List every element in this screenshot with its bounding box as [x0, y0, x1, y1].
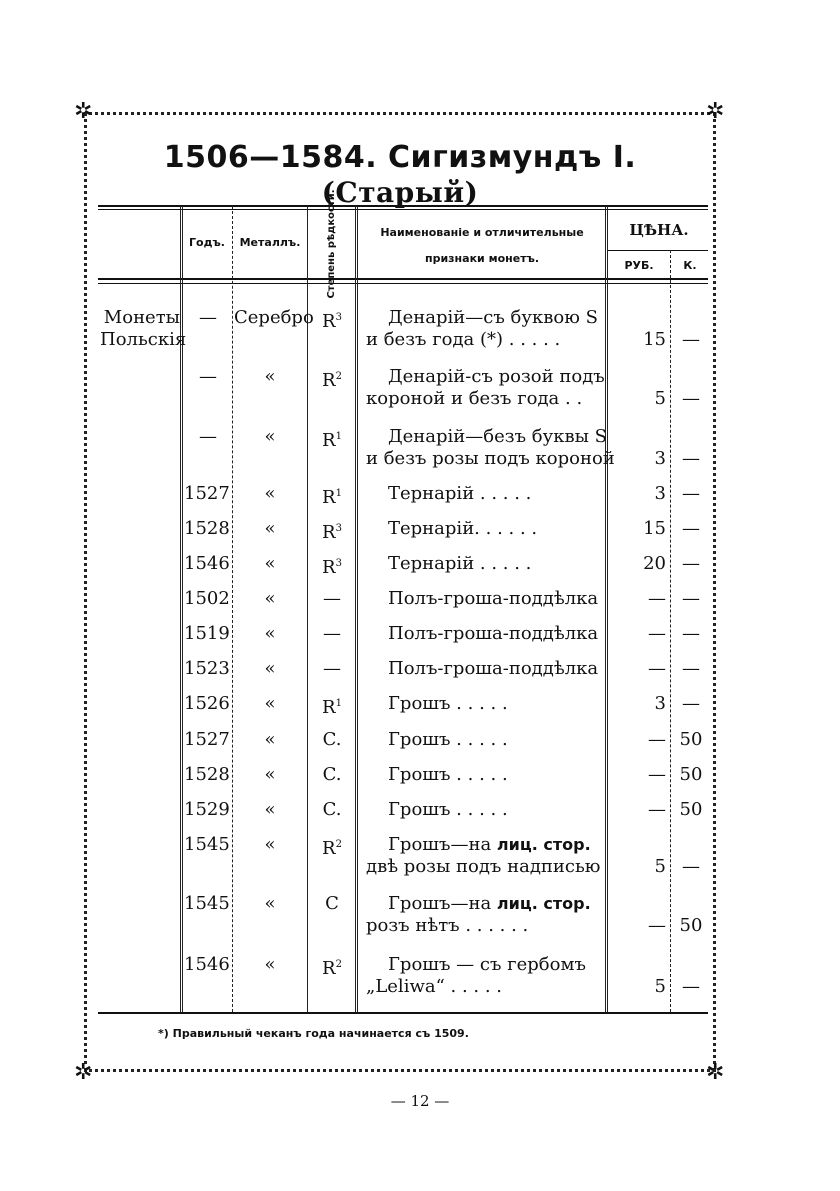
row-rarity-letter: C: [325, 893, 339, 914]
row-name-emphasis: лиц. стор.: [496, 835, 591, 854]
row-rarity-degree: 1: [335, 488, 342, 499]
row-price-rub: 5: [654, 388, 666, 409]
row-rarity: [310, 729, 354, 751]
page-title: [90, 140, 710, 210]
header-rarity: [312, 189, 352, 299]
row-rarity: [310, 553, 354, 579]
row-name-line1: Грошъ . . . . .: [388, 729, 508, 750]
header-name-line2: признаки монетъ.: [424, 252, 540, 265]
row-name-line1: Грошъ . . . . .: [388, 799, 508, 820]
row-name-line1: Тернарій. . . . . .: [388, 518, 538, 539]
row-price-rub: 3: [654, 483, 666, 504]
row-metal: «: [264, 764, 276, 785]
row-price-rub: —: [648, 729, 666, 750]
header-price: ЦѢНА.: [629, 221, 689, 239]
row-rarity: [310, 954, 354, 980]
corner-ornament-icon: ✲: [706, 99, 725, 124]
row-year: 1527: [184, 729, 230, 750]
row-year: 1526: [184, 693, 230, 714]
header-name-line1: Наименованіе и отличительные: [380, 226, 584, 239]
row-name-text: Грошъ—на: [388, 834, 497, 855]
row-price-kop: —: [682, 553, 700, 574]
row-year: 1529: [184, 799, 230, 820]
row-name-line1: Грошъ . . . . .: [388, 764, 508, 785]
row-price-kop: 50: [679, 729, 703, 750]
page-number: — 12 —: [390, 1092, 450, 1110]
row-rarity: [310, 834, 354, 860]
header-bottom-rule: [98, 278, 708, 280]
row-metal: «: [264, 518, 276, 539]
row-metal: «: [264, 729, 276, 750]
row-rarity-letter: C.: [322, 729, 342, 750]
row-price-kop: —: [682, 856, 700, 877]
row-name-line1: Грошъ — съ гербомъ: [388, 954, 586, 975]
row-price-rub: 15: [643, 329, 666, 350]
row-rarity-letter: R: [322, 311, 336, 332]
row-rarity-degree: 3: [335, 523, 342, 534]
row-price-kop: 50: [679, 799, 703, 820]
row-year: 1545: [184, 893, 230, 914]
row-year: 1502: [184, 588, 230, 609]
row-rarity-letter: R: [322, 430, 336, 451]
row-name-line1: Денарій—съ буквою S: [388, 307, 598, 328]
row-price-kop: 50: [679, 915, 703, 936]
row-rarity-letter: —: [323, 588, 341, 609]
row-metal: «: [264, 834, 276, 855]
row-year: —: [199, 366, 217, 387]
title-sub: (Старый): [321, 176, 479, 209]
row-year: 1545: [184, 834, 230, 855]
row-rarity-degree: 3: [335, 558, 342, 569]
row-metal: «: [264, 623, 276, 644]
row-year: —: [199, 426, 217, 447]
price-subheader-rule: [608, 250, 708, 251]
row-metal: «: [264, 366, 276, 387]
row-year: 1523: [184, 658, 230, 679]
row-metal: «: [264, 588, 276, 609]
table-top-rule: [98, 205, 708, 207]
row-year: 1519: [184, 623, 230, 644]
row-price-kop: —: [682, 658, 700, 679]
row-metal: «: [264, 658, 276, 679]
column-divider: [355, 206, 358, 1012]
row-price-kop: —: [682, 976, 700, 997]
row-name-line2: и безъ розы подъ короной: [366, 448, 615, 469]
footnote: *) Правильный чеканъ года начинается съ 1509.: [158, 1027, 469, 1040]
row-name-text: Грошъ—на: [388, 893, 497, 914]
row-metal: Серебро: [234, 307, 314, 328]
row-year: 1528: [184, 518, 230, 539]
row-name-line1: Полъ-гроша-поддѣлка: [388, 623, 599, 644]
header-bottom-rule-thin: [98, 283, 708, 284]
title-main: 1506—1584. Сигизмундъ I.: [163, 140, 637, 175]
row-rarity-letter: R: [322, 522, 336, 543]
row-price-kop: —: [682, 448, 700, 469]
row-price-kop: —: [682, 518, 700, 539]
row-rarity-letter: —: [323, 623, 341, 644]
row-name-line2: короной и безъ года . .: [366, 388, 583, 409]
row-metal: «: [264, 693, 276, 714]
row-name-line1: [366, 893, 624, 915]
row-metal: «: [264, 893, 276, 914]
row-price-rub: —: [648, 915, 666, 936]
row-year: 1546: [184, 954, 230, 975]
header-kop: К.: [683, 259, 697, 272]
row-metal: «: [264, 426, 276, 447]
category-line2: Польскія: [100, 329, 187, 350]
row-price-rub: 5: [654, 856, 666, 877]
row-rarity-letter: R: [322, 370, 336, 391]
row-rarity-letter: R: [322, 958, 336, 979]
row-rarity: [310, 799, 354, 821]
row-price-kop: —: [682, 483, 700, 504]
header-rarity-text: Степень рѣдкости.: [326, 189, 337, 299]
header-rub: РУБ.: [624, 259, 654, 272]
row-price-kop: —: [682, 329, 700, 350]
row-rarity: [310, 623, 354, 645]
column-divider: [180, 206, 183, 1012]
row-name-line2: и безъ года (*) . . . . .: [366, 329, 561, 350]
row-price-rub: 5: [654, 976, 666, 997]
row-price-rub: —: [648, 799, 666, 820]
row-metal: «: [264, 954, 276, 975]
row-name-line2: „Leliwa“ . . . . .: [366, 976, 503, 997]
row-metal: «: [264, 483, 276, 504]
row-price-rub: —: [648, 658, 666, 679]
corner-ornament-icon: ✲: [74, 1060, 93, 1085]
row-price-rub: 3: [654, 448, 666, 469]
row-rarity-degree: 2: [335, 959, 342, 970]
row-price-rub: —: [648, 623, 666, 644]
corner-ornament-icon: ✲: [74, 99, 93, 124]
row-rarity-letter: —: [323, 658, 341, 679]
row-rarity: [310, 658, 354, 680]
column-divider: [232, 206, 233, 1012]
row-year: 1527: [184, 483, 230, 504]
row-name-line1: Полъ-гроша-поддѣлка: [388, 588, 599, 609]
row-name-line2: двѣ розы подъ надписью: [366, 856, 601, 877]
row-name-line2: розъ нѣтъ . . . . . .: [366, 915, 529, 936]
row-price-rub: —: [648, 588, 666, 609]
row-rarity: [310, 518, 354, 544]
row-rarity: [310, 426, 354, 452]
row-price-kop: —: [682, 588, 700, 609]
row-rarity-letter: C.: [322, 764, 342, 785]
row-name-line1: Денарій-съ розой подъ: [388, 366, 605, 387]
row-rarity-degree: 1: [335, 431, 342, 442]
row-year: —: [199, 307, 217, 328]
header-metal: Металлъ.: [239, 236, 301, 249]
row-rarity-letter: R: [322, 557, 336, 578]
row-rarity-letter: R: [322, 487, 336, 508]
row-price-rub: 20: [643, 553, 666, 574]
row-rarity: [310, 764, 354, 786]
row-price-kop: —: [682, 693, 700, 714]
row-name-line1: Грошъ . . . . .: [388, 693, 508, 714]
corner-ornament-icon: ✲: [706, 1060, 725, 1085]
category-line1: Монеты: [103, 307, 180, 328]
row-name-line1: Тернарій . . . . .: [388, 553, 532, 574]
row-rarity: [310, 483, 354, 509]
row-year: 1528: [184, 764, 230, 785]
row-price-rub: —: [648, 764, 666, 785]
row-price-rub: 15: [643, 518, 666, 539]
row-metal: «: [264, 799, 276, 820]
table-top-rule-thin: [98, 209, 708, 210]
row-rarity: [310, 693, 354, 719]
row-price-kop: 50: [679, 764, 703, 785]
row-name-line1: Тернарій . . . . .: [388, 483, 532, 504]
row-price-kop: —: [682, 623, 700, 644]
row-year: 1546: [184, 553, 230, 574]
row-rarity-letter: R: [322, 697, 336, 718]
row-rarity-degree: 3: [335, 312, 342, 323]
row-rarity: [310, 307, 354, 333]
row-rarity: [310, 366, 354, 392]
row-name-line1: [366, 834, 624, 856]
row-rarity-degree: 1: [335, 698, 342, 709]
header-year: Годъ.: [189, 236, 225, 249]
table-bottom-rule: [98, 1012, 708, 1014]
row-metal: «: [264, 553, 276, 574]
row-name-line1: Денарій—безъ буквы S: [388, 426, 607, 447]
row-name-emphasis: лиц. стор.: [496, 894, 591, 913]
row-name-line1: Полъ-гроша-поддѣлка: [388, 658, 599, 679]
row-price-kop: —: [682, 388, 700, 409]
column-divider: [670, 250, 671, 1012]
row-price-rub: 3: [654, 693, 666, 714]
row-rarity: [310, 588, 354, 610]
row-rarity-letter: C.: [322, 799, 342, 820]
row-rarity: [310, 893, 354, 915]
row-rarity-degree: 2: [335, 839, 342, 850]
row-rarity-degree: 2: [335, 371, 342, 382]
row-rarity-letter: R: [322, 838, 336, 859]
